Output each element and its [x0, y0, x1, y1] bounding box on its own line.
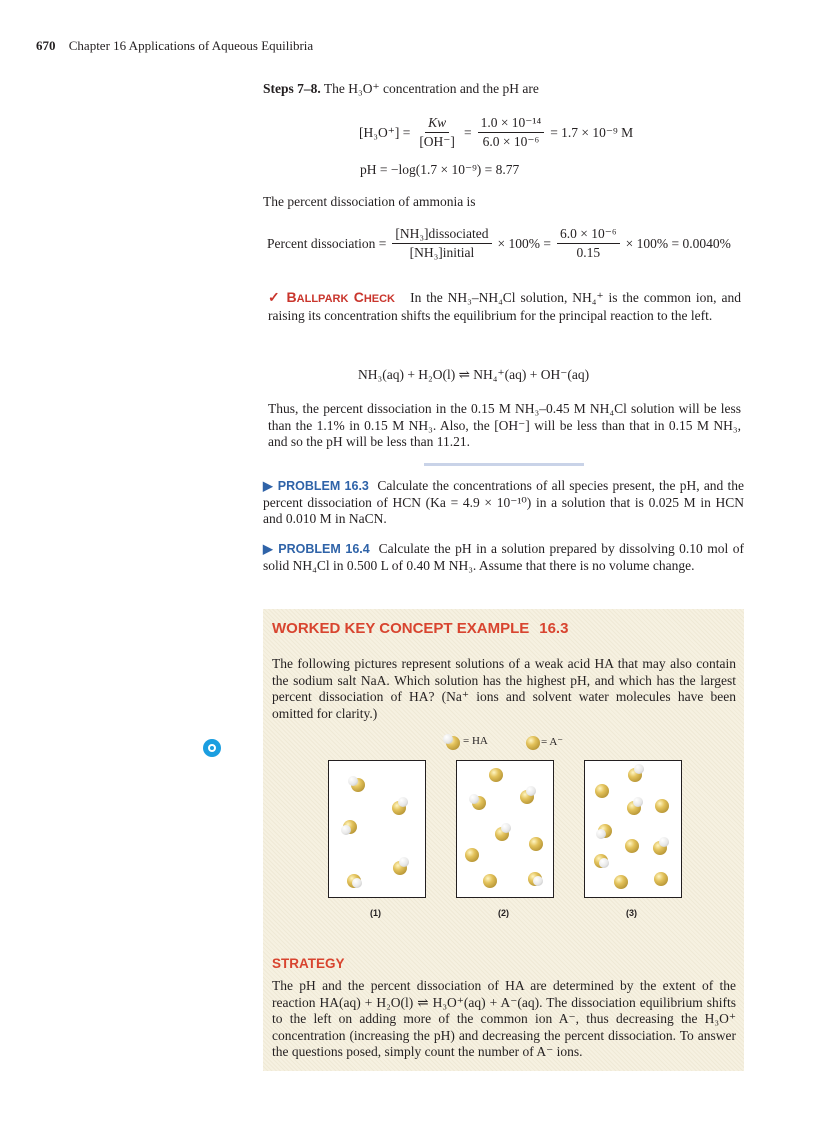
web-icon[interactable]: [203, 739, 221, 757]
chapter-title: Chapter 16 Applications of Aqueous Equilibria: [68, 38, 314, 53]
equation-ph: pH = −log(1.7 × 10⁻⁹) = 8.77: [360, 162, 520, 177]
a-ion: [529, 837, 543, 851]
eq1-fraction-kw: [416, 115, 458, 150]
eq3-result: × 100% = 0.0040%: [625, 235, 731, 251]
eq3-num: [NH₃]dissociated: [392, 226, 491, 244]
eq3-den: [NH₃]initial: [409, 245, 475, 260]
eq1-den2: 6.0 × 10⁻⁶: [482, 134, 540, 149]
a-ion: [483, 874, 497, 888]
box-label-3: (3): [626, 908, 637, 918]
ballpark-check: [268, 289, 741, 324]
box-label-1: (1): [370, 908, 381, 918]
eq1-lhs: [H₃O⁺] =: [359, 124, 411, 140]
ha-molecule: [343, 820, 357, 834]
legend-ha-label: = HA: [463, 735, 488, 747]
ha-molecule: [594, 854, 608, 868]
eq1-num: Kw: [425, 115, 449, 133]
steps-intro: [263, 81, 743, 98]
ha-molecule: [598, 824, 612, 838]
legend-a-label: = A⁻: [541, 736, 564, 748]
eq3-mid: × 100% =: [497, 235, 552, 251]
ha-molecule: [627, 801, 641, 815]
a-ion: [489, 768, 503, 782]
strategy-title: STRATEGY: [272, 956, 345, 971]
running-header: [36, 38, 313, 54]
worked-example-title: [272, 620, 568, 638]
eq1-result: = 1.7 × 10⁻⁹ M: [550, 124, 634, 140]
ha-molecule: [351, 778, 365, 792]
eq3-fraction-2: [557, 226, 620, 261]
ha-molecule: [472, 796, 486, 810]
solution-box-2: [456, 760, 554, 898]
eq1-den: [OH⁻]: [419, 134, 455, 149]
legend-ha-molecule-icon: [444, 734, 460, 750]
problem-16-4-text: Calculate the pH in a solution prepared by dissolving 0.10 mol of solid NH₄Cl in 0.500 L of 0.40 M NH₃. Assume that there is no volume change.: [263, 541, 744, 573]
legend-a-ion-icon: [525, 734, 541, 750]
problem-16-3: [263, 478, 744, 528]
a-ion: [595, 784, 609, 798]
ha-molecule: [653, 841, 667, 855]
a-ion: [625, 839, 639, 853]
ha-molecule: [495, 827, 509, 841]
eq1-fraction-values: [478, 115, 545, 150]
box-label-2: (2): [498, 908, 509, 918]
solution-box-3: [584, 760, 682, 898]
section-divider: [424, 463, 584, 466]
worked-example-number: 16.3: [539, 620, 569, 637]
thus-paragraph: Thus, the percent dissociation in the 0.15 M NH₃–0.45 M NH₄Cl solution will be less than the 1.1% in 0.15 M NH₃. Also, the [OH⁻] will be less than that in 0.15 M NH₃, and so the pH will be less than 11.21.: [268, 401, 741, 449]
problem-16-3-text: Calculate the concentrations of all species present, the pH, and the percent dissociation of HCN (Ka = 4.9 × 10⁻¹⁰) in a solution that is 0.025 M in HCN and 0.010 M in NaCN.: [263, 478, 745, 526]
ballpark-title: ✓ BALLPARK CHECK: [268, 289, 395, 305]
percent-intro: The percent dissociation of ammonia is: [263, 194, 476, 209]
ha-molecule: [393, 861, 407, 875]
steps-intro-text: The H₃O⁺ concentration and the pH are: [323, 81, 539, 96]
eq3-num2: 6.0 × 10⁻⁶: [557, 226, 620, 244]
reaction-ammonia: NH₃(aq) + H₂O(l) ⇌ NH₄⁺(aq) + OH⁻(aq): [358, 367, 590, 382]
a-ion: [654, 872, 668, 886]
ha-molecule: [628, 768, 642, 782]
ballpark-text: In the NH₃–NH₄Cl solution, NH₄⁺ is the common ion, and raising its concentration shifts the equilibrium for the principal reaction to the left.: [268, 290, 741, 323]
check-mark-icon: ✓: [268, 289, 282, 305]
steps-label: Steps 7–8.: [263, 81, 321, 96]
eq1-equals: =: [463, 124, 472, 140]
ha-molecule: [520, 790, 534, 804]
a-ion: [465, 848, 479, 862]
worked-example-label: WORKED KEY CONCEPT EXAMPLE: [272, 620, 530, 637]
worked-example-text: The following pictures represent solutions of a weak acid HA that may also contain the sodium salt NaA. Which solution has the highest pH, and which has the largest percent dissociation of HA? (Na⁺ ions and solvent water molecules have been omitted for clarity.): [272, 656, 736, 721]
a-ion: [655, 799, 669, 813]
ha-molecule: [528, 872, 542, 886]
problem-16-4: [263, 541, 744, 574]
eq3-den2: 0.15: [576, 245, 601, 260]
ha-molecule: [392, 801, 406, 815]
strategy-text: The pH and the percent dissociation of HA are determined by the extent of the reaction HA(aq) + H₂O(l) ⇌ H₃O⁺(aq) + A⁻(aq). The dissociation equilibrium shifts to the left on adding more of the common ion A⁻, thus decreasing the H₃O⁺ concentration (increasing the pH) and decreasing the percent dissociation. To answer the questions posed, simply count the number of A⁻ ions.: [272, 978, 736, 1059]
eq3-lhs: Percent dissociation =: [267, 235, 387, 251]
eq3-fraction-1: [392, 226, 491, 261]
solution-box-1: [328, 760, 426, 898]
ha-molecule: [347, 874, 361, 888]
a-ion: [614, 875, 628, 889]
problem-16-3-head: ▶ PROBLEM 16.3: [263, 479, 369, 493]
page-number: 670: [36, 38, 56, 53]
equation-percent: [267, 226, 731, 261]
equation-h3o: [359, 115, 633, 150]
problem-16-4-head: ▶ PROBLEM 16.4: [263, 542, 370, 556]
eq1-num2: 1.0 × 10⁻¹⁴: [478, 115, 545, 133]
